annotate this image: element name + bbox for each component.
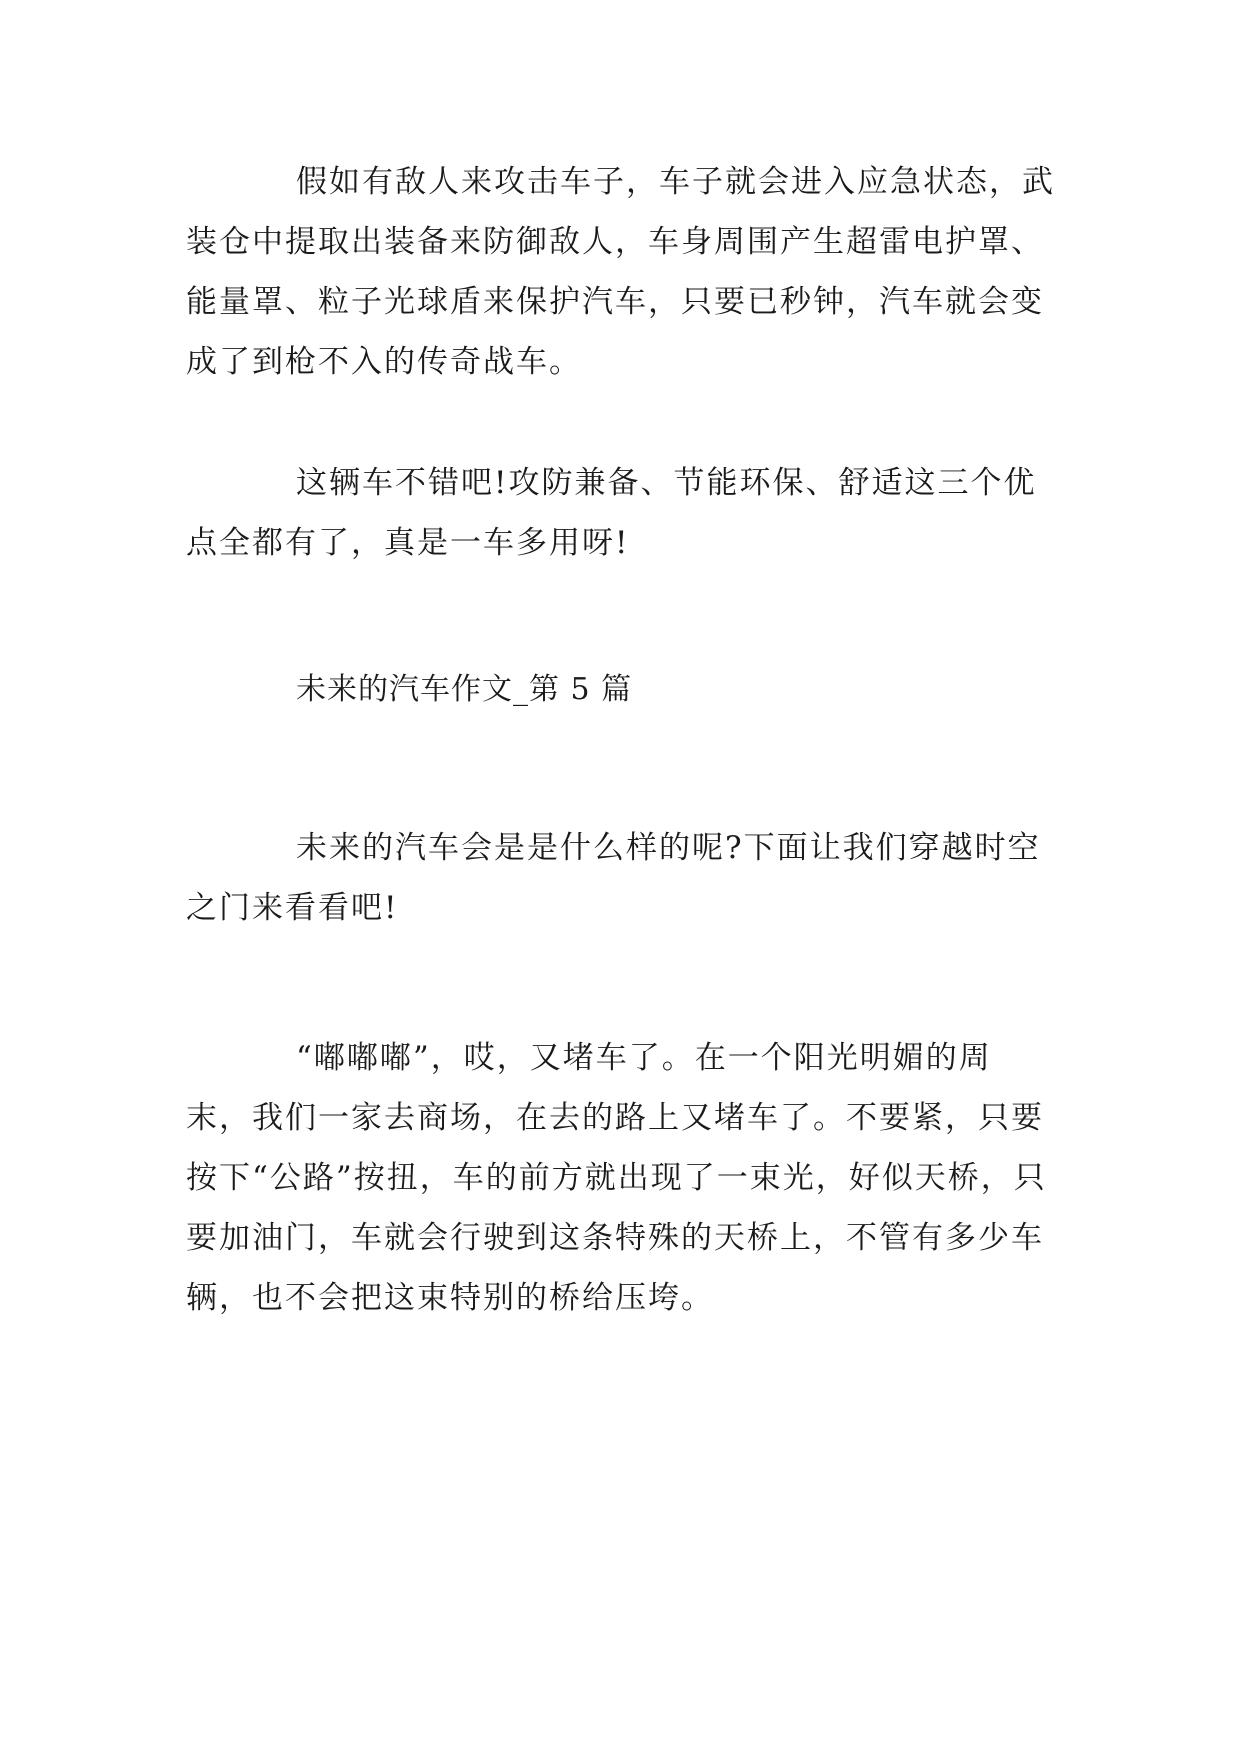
paragraph-battle-car: 假如有敌人来攻击车子，车子就会进入应急状态，武装仓中提取出装备来防御敌人，车身周围产生超雷电护罩、能量罩、粒子光球盾来保护汽车，只要已秒钟，汽车就会变成了到枪不入的传奇战车。	[186, 164, 1055, 380]
paragraph-traffic-jam: “嘟嘟嘟”，哎，又堵车了。在一个阳光明媚的周末，我们一家去商场，在去的路上又堵车了。不要紧，只要按下“公路”按扭，车的前方就出现了一束光，好似天桥，只要加油门，车就会行驶到这条特殊的天桥上，不管有多少车辆，也不会把这束特别的桥给压垮。	[186, 1040, 1047, 1316]
paragraph-car-summary: 这辆车不错吧!攻防兼备、节能环保、舒适这三个优点全都有了，真是一车多用呀!	[186, 465, 1037, 561]
paragraph-intro: 未来的汽车会是是什么样的呢?下面让我们穿越时空之门来看看吧!	[186, 830, 1041, 926]
section-heading: 未来的汽车作文_第 5 篇	[296, 672, 633, 707]
